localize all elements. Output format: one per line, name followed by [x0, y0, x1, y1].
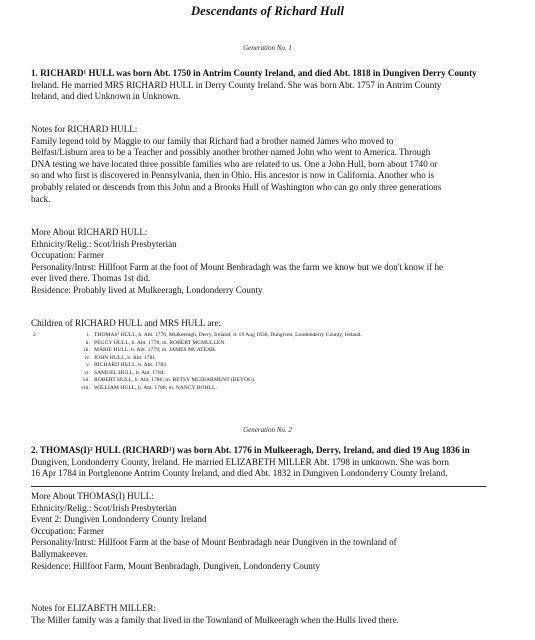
- list-item: [33, 370, 503, 378]
- child-number: vi.: [84, 369, 90, 376]
- entry-line: Ireland. He married MRS RICHARD HULL in Derry County Ireland. She was born Abt. 1757 in Antrim County: [31, 79, 442, 90]
- entry-thomas-hull: [31, 445, 531, 480]
- list-item: [33, 340, 503, 348]
- page-title: Descendants of Richard Hull: [190, 4, 345, 18]
- child-generation-ref: [33, 362, 58, 370]
- more-line: Ethnicity/Relig.: Scot/Irish Presbyterian: [31, 238, 177, 249]
- generation-2-heading: Generation No. 2: [243, 426, 292, 434]
- more-line: Ethnicity/Relig.: Scot/Irish Presbyterian: [31, 502, 177, 513]
- child-number: iv.: [84, 354, 90, 361]
- child-text: PEGGY HULL, b. Abt. 1778; m. ROBERT MCMULLEN.: [94, 339, 226, 346]
- child-generation-ref: [33, 377, 58, 385]
- more-line: Personality/Intrst: Hillfoot Farm at the base of Mount Benbradagh near Dungiven in the townland of: [31, 537, 397, 548]
- child-number: vii.: [82, 377, 90, 383]
- entry-line: Dungiven, Londonderry County, Ireland. He married ELIZABETH MILLER Abt. 1798 in unknown. She was born: [31, 456, 449, 467]
- divider: [31, 486, 486, 487]
- notes-line: so and who first is discovered in Pennsylvania, then in Ohio. His ancestor is now in California. Another who is: [31, 170, 435, 181]
- list-item: [33, 377, 503, 385]
- child-text: MARIE HULL, b. Abt. 1779; m. JAMES MCATEAR.: [94, 347, 217, 353]
- notes-richard-hull: [31, 124, 531, 205]
- notes-elizabeth-miller: [31, 603, 531, 626]
- child-text: RICHARD HULL, b. Abt. 1783.: [94, 362, 168, 368]
- child-number: v.: [86, 362, 90, 368]
- generation-1-heading: Generation No. 1: [243, 44, 292, 52]
- child-number: iii.: [83, 347, 90, 353]
- child-text: JOHN HULL, b. Abt. 1781.: [94, 354, 157, 361]
- more-line: Personality/Intrst: Hillfoot Farm at the foot of Mount Benbradagh was the farm we know but we don't know if he: [31, 261, 444, 272]
- more-line: Residence: Probably lived at Mulkeeragh, Londonderry County: [31, 284, 263, 295]
- entry-line: Ireland, and died Unknown in Unknown.: [31, 91, 181, 102]
- child-text: WILLIAM HULL, b. Abt. 1788; m. NANCY BOHLL.: [94, 384, 217, 391]
- child-number: ii.: [85, 339, 90, 346]
- entry-line: 1. RICHARD¹ HULL was born Abt. 1750 in Antrim County Ireland, and died Abt. 1818 in Dungiven Derry County: [31, 68, 477, 78]
- more-line: Ballymakeever.: [31, 548, 88, 559]
- children-heading: Children of RICHARD HULL and MRS HULL are:: [31, 318, 222, 328]
- list-item: [33, 355, 503, 363]
- notes-line: Belfast/Lisburn area to be a Teacher and possibly another brother named John who went to America. Through: [31, 147, 431, 158]
- child-number: i.: [87, 332, 90, 338]
- child-generation-ref: [33, 385, 58, 393]
- notes-line: back.: [31, 193, 51, 204]
- list-item: [33, 385, 503, 393]
- more-about-thomas-hull: [31, 491, 531, 572]
- notes-heading: Notes for RICHARD HULL:: [31, 124, 138, 134]
- entry-line: 16 Apr 1784 in Portglenone Antrim County Ireland, and died Abt. 1832 in Dungiven Londonderry County Ireland.: [31, 468, 448, 479]
- child-text: ROBERT HULL, b. Abt. 1786; m. BETSY MCDIARMENT (BEYOG).: [94, 377, 256, 383]
- more-heading: More About RICHARD HULL:: [31, 227, 148, 237]
- notes-line: The Miller family was a family that lived in the Townland of Mulkeeragh when the Hulls lived there.: [31, 614, 399, 625]
- child-number: viii.: [81, 384, 90, 391]
- more-line: Residence: Hillfoot Farm, Mount Benbradagh, Dungiven, Londonderry County: [31, 560, 320, 571]
- child-generation-ref: 2: [33, 332, 36, 338]
- notes-heading: Notes for ELIZABETH MILLER:: [31, 603, 157, 613]
- more-line: Event 2: Dungiven Londonderry County Ireland: [31, 514, 207, 525]
- list-item: [33, 332, 503, 340]
- child-generation-ref: [33, 340, 58, 348]
- child-text: SAMUEL HULL, b. Abt. 1784.: [94, 369, 165, 376]
- notes-line: Family legend told by Maggie to our family that Richard had a brother named James who moved to: [31, 135, 394, 146]
- more-line: ever lived there. Thomas 1st did.: [31, 273, 151, 284]
- children-list: [33, 332, 503, 392]
- child-text: THOMAS² HULL, b. Abt. 1776, Mulkeeragh, Derry, Ireland; d. 19 Aug 1836, Dungiven, Londonderry County, Ireland.: [94, 332, 362, 338]
- more-about-richard-hull: [31, 227, 531, 297]
- list-item: [33, 347, 503, 355]
- more-heading: More About THOMAS(I) HULL:: [31, 491, 154, 501]
- child-generation-ref: [33, 347, 58, 355]
- more-line: Occupation: Farmer: [31, 250, 104, 261]
- entry-line: 2. THOMAS(I)² HULL (RICHARD¹) was born Abt. 1776 in Mulkeeragh, Derry, Ireland, and died 19 Aug 1836 in: [31, 445, 470, 455]
- more-line: Occupation: Farmer: [31, 525, 104, 536]
- notes-line: DNA testing we have located three possible families who are related to us. One a John Hull, born about 1740 or: [31, 158, 438, 169]
- notes-line: probably related or descends from this John and a Brooks Hull of Washington who can go only three generations: [31, 181, 442, 192]
- entry-richard-hull: [31, 68, 531, 103]
- child-generation-ref: [33, 355, 58, 363]
- child-generation-ref: [33, 370, 58, 378]
- list-item: [33, 362, 503, 370]
